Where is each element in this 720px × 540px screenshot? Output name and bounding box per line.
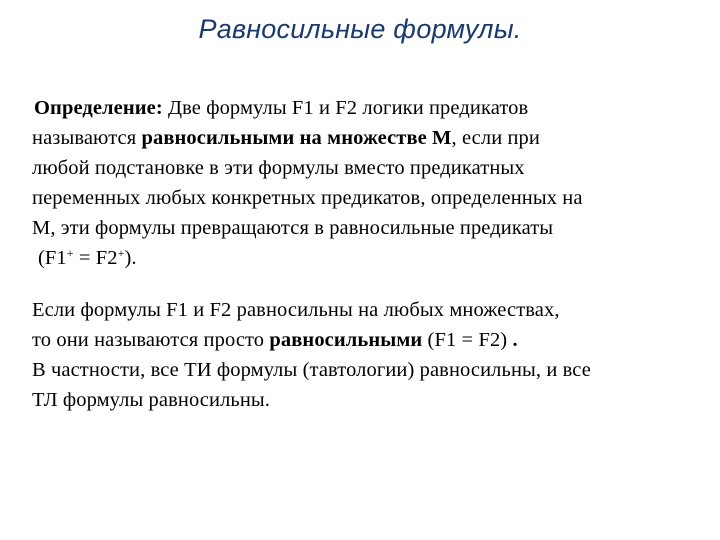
paragraph2-line-4: ТЛ формулы равносильны.	[32, 389, 271, 411]
paragraph2-line-1: Если формулы F1 и F2 равносильны на любых множествах,	[32, 299, 560, 321]
paragraph2-line-3: В частности, все ТИ формулы (тавтологии) равносильны, и все	[32, 359, 591, 381]
paragraph2-formula: (F1 = F2)	[422, 329, 508, 351]
definition-line-2	[32, 123, 702, 153]
definition-term: Определение:	[34, 97, 163, 119]
definition-keyword-equivalent: равносильными	[141, 127, 295, 149]
paragraph2-line-2	[32, 325, 702, 355]
definition-line-2-e: , если при	[451, 127, 540, 149]
definition-line-3: любой подстановке в эти формулы вместо предикатных	[32, 157, 525, 179]
paragraph2-keyword-equivalent: равносильными	[269, 329, 423, 351]
definition-line-2-a: называются	[32, 127, 142, 149]
formula-f2: = F2	[73, 247, 118, 269]
formula-f1-superscript: +	[66, 246, 74, 260]
formula-f1: (F1	[38, 247, 67, 269]
formula-end: ).	[124, 247, 137, 269]
formula-f2-superscript: +	[117, 246, 125, 260]
definition-paragraph	[32, 93, 702, 273]
second-paragraph	[32, 295, 702, 415]
definition-line-1-text: Две формулы F1 и F2 логики предикатов	[162, 97, 529, 119]
slide-title: Равносильные формулы.	[198, 14, 522, 44]
definition-line-6	[32, 243, 702, 273]
paragraph2-end: .	[507, 329, 518, 351]
definition-line-5: М, эти формулы превращаются в равносильные предикаты	[32, 217, 554, 239]
definition-keyword-on-set: на множестве М	[299, 127, 452, 149]
paragraph2-line-2-a: то они называются просто	[32, 329, 270, 351]
definition-line-4: переменных любых конкретных предикатов, определенных на	[32, 187, 583, 209]
definition-line-1	[32, 93, 702, 123]
